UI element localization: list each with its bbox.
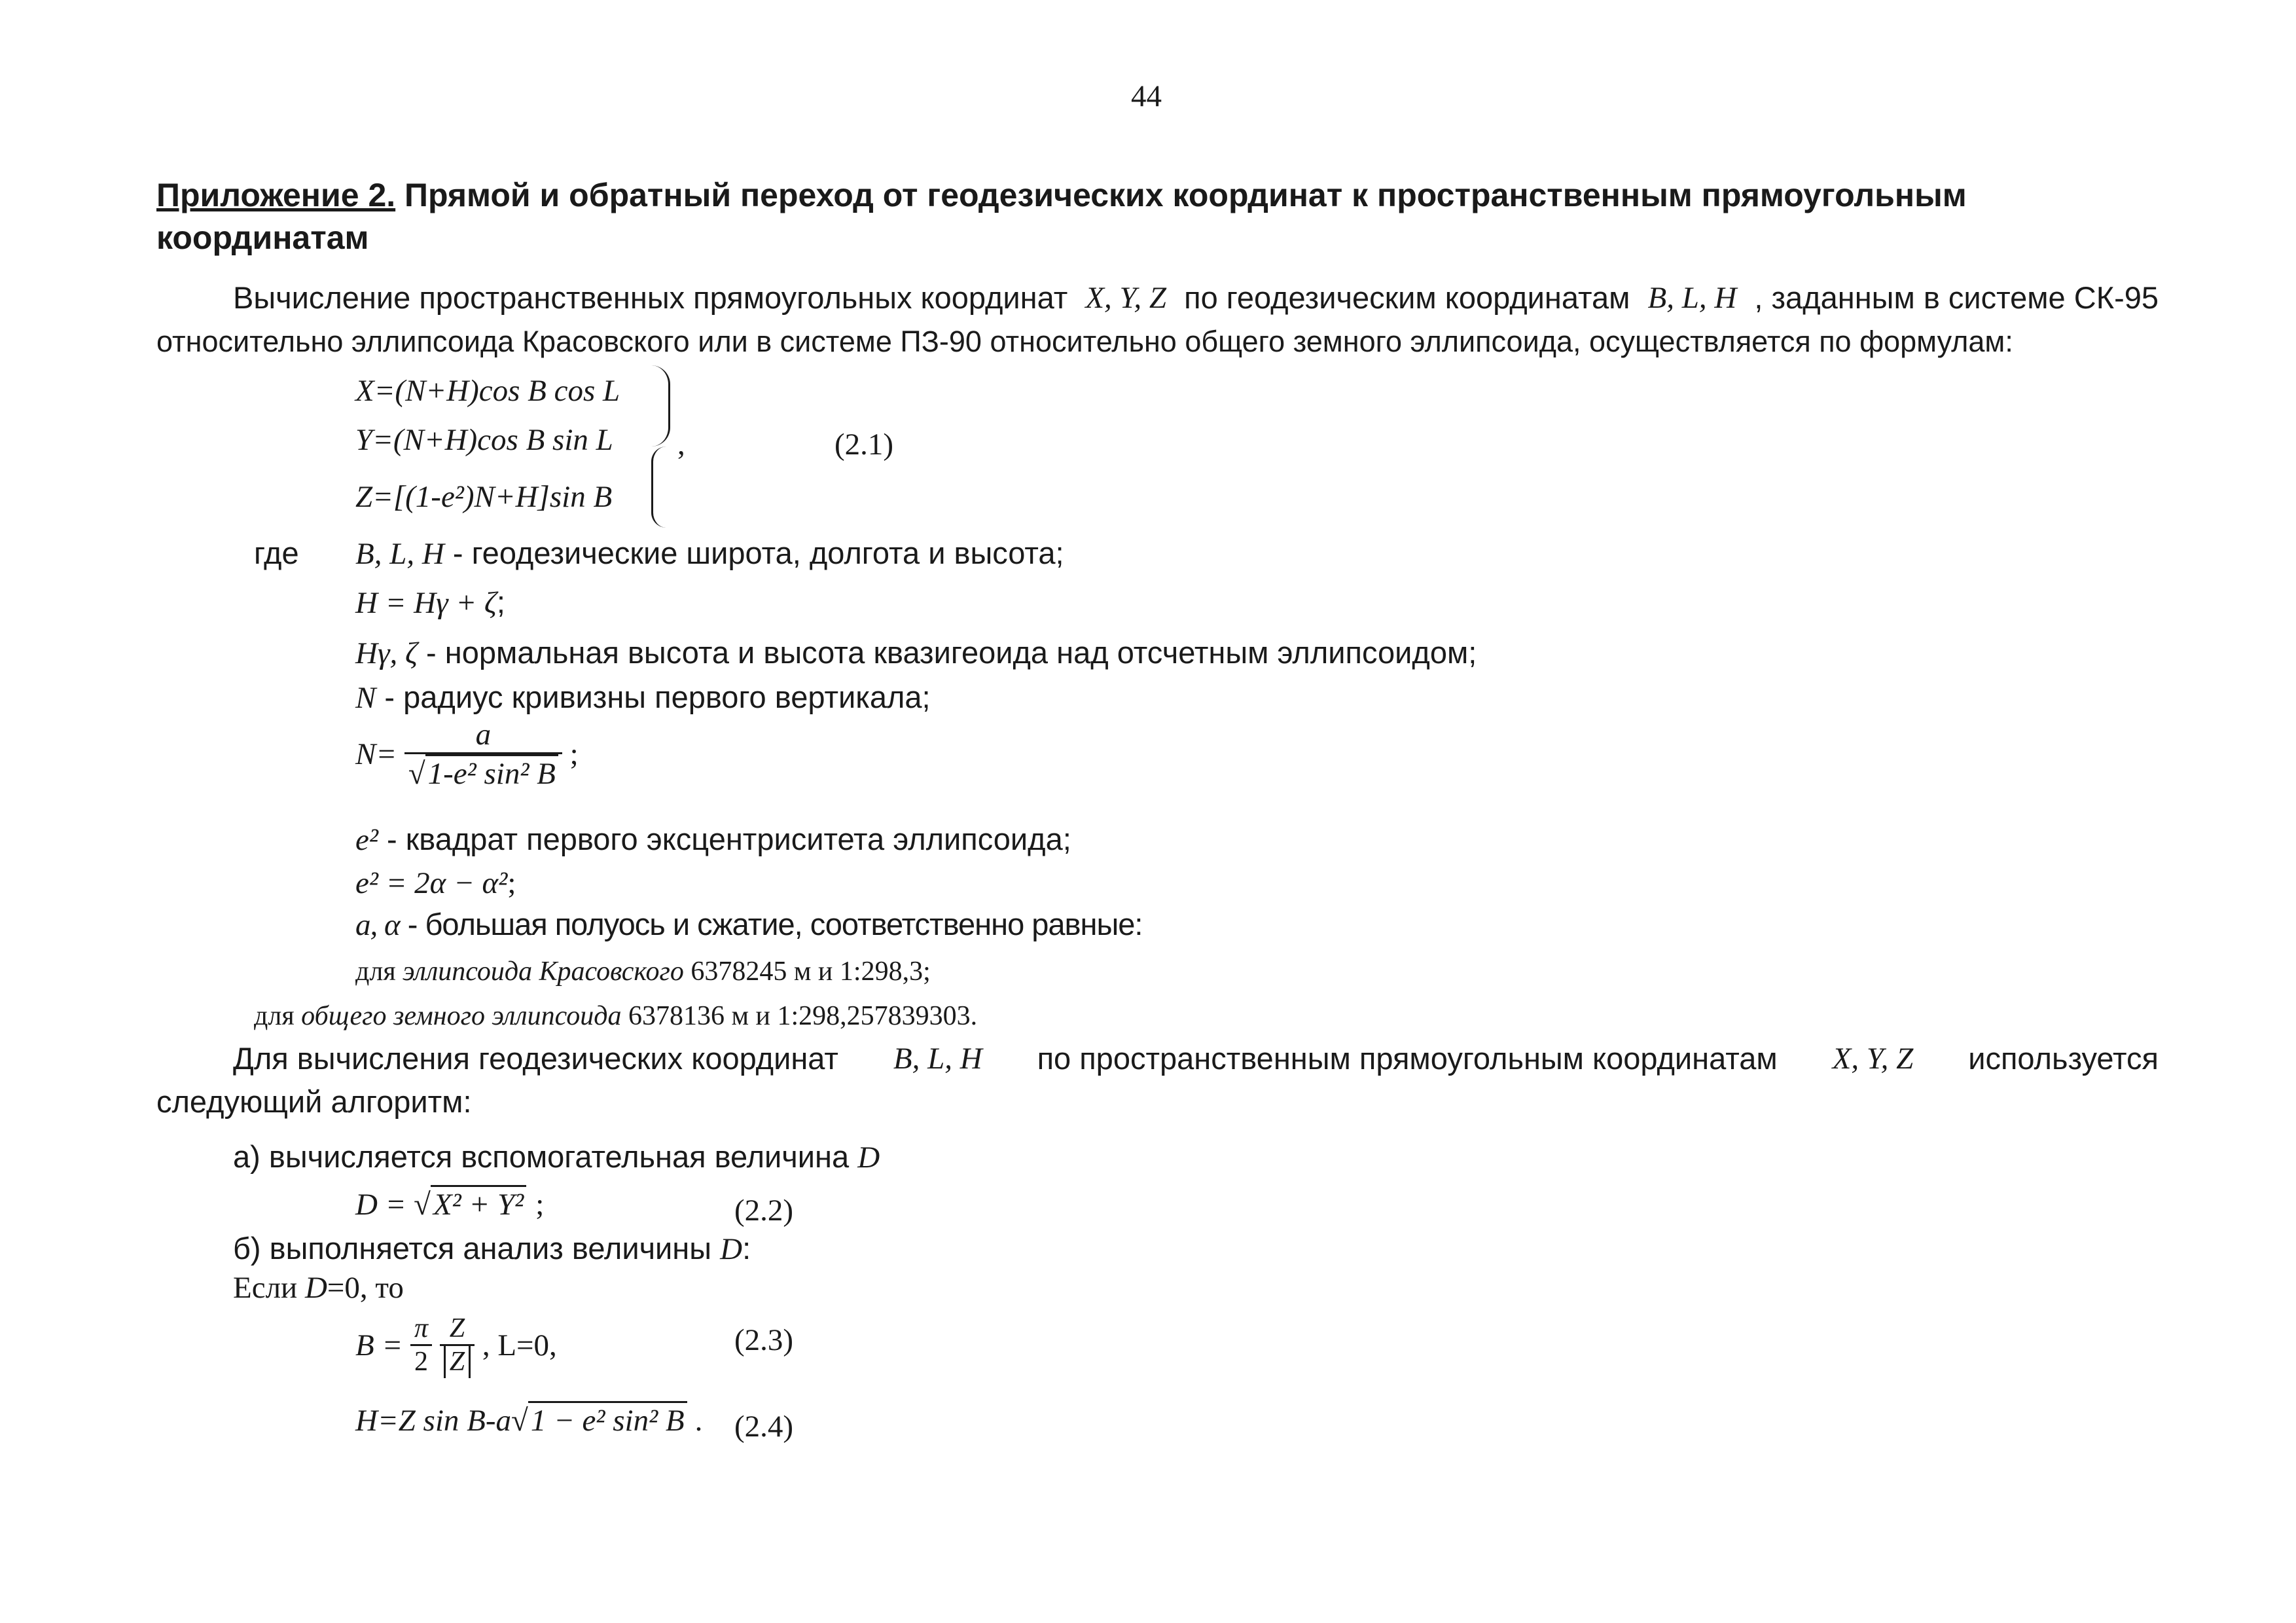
- step-a: [233, 1139, 880, 1175]
- brace-top: [651, 365, 670, 447]
- symbol-e2-formula: e² = 2α − α²: [355, 866, 508, 900]
- where-item-h: [355, 585, 505, 621]
- n-formula-numerator: a: [475, 718, 492, 752]
- algo-line1: [233, 1041, 2159, 1076]
- algo-xyz: X, Y, Z: [1832, 1042, 1914, 1076]
- eq22-radicand: X² + Y²: [431, 1185, 526, 1222]
- eq24-dot: .: [694, 1404, 703, 1438]
- equation-number-2-2: (2.2): [734, 1194, 794, 1228]
- eq22-semicolon: ;: [535, 1188, 545, 1222]
- appendix-title-text: Прямой и обратный переход от геодезических координат к пространственным прямоугольным: [395, 177, 1967, 213]
- equation-number-2-3: (2.3): [734, 1323, 794, 1357]
- where-item-text: - большая полуось и сжатие, соответственно равные:: [399, 907, 1143, 941]
- intro-blh: B, L, H: [1647, 281, 1737, 315]
- eq24-radicand: 1 − e² sin² B: [528, 1401, 687, 1438]
- where-item-text: - радиус кривизны первого вертикала;: [376, 680, 931, 714]
- common-prefix: для: [254, 1001, 302, 1031]
- algo-text-b: по пространственным прямоугольным координатам: [1037, 1041, 1778, 1076]
- where-item-text: - нормальная высота и высота квазигеоида над отсчетным эллипсоидом;: [418, 635, 1477, 670]
- symbol-h-eq: H = Hγ + ζ: [355, 586, 497, 620]
- step-b-symbol: D: [720, 1232, 743, 1266]
- equation-2-4: H=Z sin B-a√1 − e² sin² B .: [355, 1401, 702, 1438]
- appendix-title-line1: [156, 177, 1967, 215]
- where-item-n: [355, 680, 931, 716]
- step-b-colon: :: [742, 1231, 751, 1266]
- eq23-abs-z: Z: [444, 1346, 471, 1377]
- where-item-text: ;: [507, 866, 516, 900]
- intro-text-b: по геодезическим координатам: [1184, 280, 1630, 315]
- algo-blh: B, L, H: [893, 1042, 982, 1076]
- n-formula-fraction: [404, 717, 562, 792]
- symbol-e2: e²: [355, 823, 378, 857]
- eq22-lhs: D =: [355, 1188, 414, 1222]
- intro-xyz: X, Y, Z: [1085, 281, 1167, 315]
- where-item-n-formula: [355, 717, 579, 792]
- symbol-a-alpha: a, α: [355, 908, 400, 942]
- kras-values: 6378245 м и 1:298,3;: [683, 957, 931, 987]
- formula-comma: ,: [677, 428, 685, 462]
- kras-ellipsoid-name: эллипсоида Красовского: [403, 957, 684, 987]
- eq23-z-over-absz: [440, 1313, 475, 1378]
- formula-y: Y=(N+H)cos B sin L: [355, 423, 613, 457]
- symbol-hgamma-zeta: Hγ, ζ: [355, 636, 418, 670]
- appendix-title-line2: координатам: [156, 219, 369, 256]
- krasovsky-values: [355, 956, 931, 987]
- symbol-blh: B, L, H: [355, 537, 444, 571]
- step-b: [233, 1231, 751, 1267]
- algo-text-a: Для вычисления геодезических координат: [233, 1041, 838, 1076]
- intro-text-a: Вычисление пространственных прямоугольных координат: [233, 280, 1068, 315]
- n-formula-radicand: 1-e² sin² B: [425, 754, 558, 792]
- if-symbol: D: [304, 1271, 327, 1305]
- page-number: 44: [1131, 79, 1162, 113]
- equation-2-3: [355, 1313, 557, 1378]
- where-item-e2-formula: [355, 866, 516, 901]
- if-text-b: =0, то: [327, 1271, 404, 1305]
- intro-text-c: , заданным в системе СК-95: [1754, 280, 2159, 315]
- formula-x: X=(N+H)cos B cos L: [355, 374, 620, 408]
- appendix-label: Приложение 2.: [156, 177, 396, 213]
- step-a-text: а) вычисляется вспомогательная величина: [233, 1139, 858, 1174]
- kras-prefix: для: [355, 957, 403, 987]
- where-label: где: [254, 536, 299, 570]
- n-formula-lhs: N=: [355, 737, 397, 772]
- formula-z: Z=[(1-e²)N+H]sin B: [355, 480, 613, 514]
- eq23-rest: , L=0,: [482, 1328, 557, 1362]
- intro-line1: [233, 280, 2159, 316]
- eq23-pi: π: [414, 1313, 428, 1343]
- step-b-text: б) выполняется анализ величины: [233, 1231, 721, 1266]
- common-ellipsoid-values: [254, 1000, 977, 1032]
- eq23-z: Z: [449, 1313, 465, 1343]
- common-values: 6378136 м и 1:298,257839303.: [621, 1001, 978, 1031]
- equation-number-2-1: (2.1): [834, 428, 894, 462]
- where-item-hgamma: [355, 635, 1477, 671]
- algo-text-c: используется: [1968, 1041, 2159, 1076]
- common-ellipsoid-name: общего земного эллипсоида: [301, 1001, 622, 1031]
- symbol-n: N: [355, 681, 376, 715]
- algo-line2: следующий алгоритм:: [156, 1084, 472, 1119]
- if-condition: [233, 1270, 404, 1305]
- n-formula-denominator: √1-e² sin² B: [404, 752, 562, 792]
- brace-bottom: [651, 447, 666, 528]
- equation-2-2: D = √X² + Y² ;: [355, 1185, 544, 1222]
- eq23-lhs: B =: [355, 1328, 410, 1362]
- equation-number-2-4: (2.4): [734, 1410, 794, 1444]
- where-item-text: - геодезические широта, долгота и высота;: [444, 536, 1064, 570]
- where-item-blh: [355, 536, 1064, 572]
- eq23-two: 2: [410, 1344, 432, 1377]
- where-item-text: - квадрат первого эксцентриситета эллипсоида;: [378, 822, 1071, 856]
- n-formula-semicolon: ;: [569, 737, 579, 772]
- where-item-text: ;: [496, 585, 505, 619]
- eq23-pi-over-2: [410, 1313, 432, 1378]
- intro-line2: относительно эллипсоида Красовского или в системе ПЗ-90 относительно общего земного эллипсоида, осуществляется по формулам:: [156, 325, 2013, 358]
- eq24-lhs: H=Z sin B-a: [355, 1404, 512, 1438]
- step-a-symbol: D: [857, 1140, 880, 1175]
- where-item-a-alpha: [355, 907, 1142, 943]
- where-item-e2: [355, 822, 1071, 858]
- if-text-a: Если: [233, 1271, 305, 1305]
